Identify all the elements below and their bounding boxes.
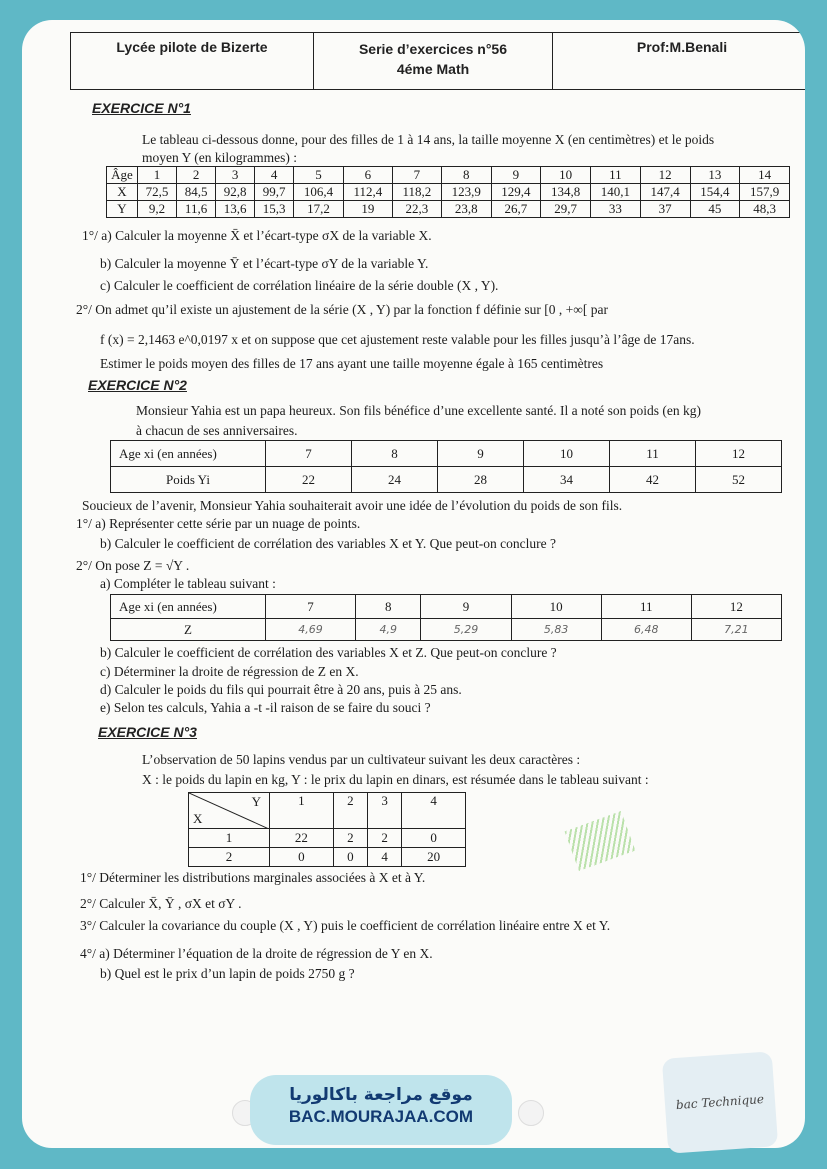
ex1-q2-function: f (x) = 2,1463 e^0,0197 x et on suppose que cet ajustement reste valable pour les filles jusqu’à l’âge de 17ans.: [100, 332, 695, 347]
corner-cell: [189, 793, 270, 829]
row-header: 1: [189, 829, 270, 848]
age-header: Age xi (en années): [111, 441, 266, 467]
age-cell: 2: [177, 167, 216, 184]
cell: 0: [270, 848, 334, 867]
y-cell: 15,3: [255, 201, 294, 218]
age-cell: 9: [438, 441, 524, 467]
ex3-intro-line2: X : le poids du lapin en kg, Y : le prix du lapin en dinars, est résumée dans le tableau suivant :: [142, 772, 649, 787]
age-cell: 8: [352, 441, 438, 467]
age-header: Âge: [107, 167, 138, 184]
age-cell: 11: [601, 595, 691, 619]
ex2-q2a: a) Compléter le tableau suivant :: [100, 576, 276, 591]
age-cell: 8: [356, 595, 421, 619]
age-cell: 7: [266, 595, 356, 619]
x-cell: 157,9: [740, 184, 790, 201]
y-cell: 13,6: [216, 201, 255, 218]
y-cell: 37: [640, 201, 690, 218]
x-label: X: [193, 811, 203, 826]
ex1-data-table: [106, 166, 790, 218]
row-header: 2: [189, 848, 270, 867]
footer-site-link[interactable]: BAC.MOURAJAA.COM: [288, 1107, 474, 1126]
x-cell: 112,4: [343, 184, 392, 201]
x-cell: 140,1: [591, 184, 641, 201]
header-school: Lycée pilote de Bizerte: [71, 33, 314, 89]
poids-cell: 22: [266, 467, 352, 493]
x-cell: 147,4: [640, 184, 690, 201]
col-header: 4: [402, 793, 466, 829]
y-cell: 33: [591, 201, 641, 218]
cell: 2: [367, 829, 401, 848]
poids-cell: 24: [352, 467, 438, 493]
y-cell: 9,2: [138, 201, 177, 218]
z-cell: 4,69: [266, 619, 356, 641]
x-cell: 99,7: [255, 184, 294, 201]
ex1-title: EXERCICE N°1: [92, 100, 191, 116]
document-page: [22, 20, 805, 1148]
x-cell: 106,4: [294, 184, 344, 201]
ex2-q2c: c) Déterminer la droite de régression de Z en X.: [100, 664, 359, 679]
series-title: Serie d’exercices n°56: [358, 41, 508, 57]
col-header: 1: [270, 793, 334, 829]
ex2-intro-line1: Monsieur Yahia est un papa heureux. Son fils bénéfice d’une excellente santé. Il a noté son poids (en kg): [136, 403, 701, 418]
cell: 2: [333, 829, 367, 848]
ex3-title: EXERCICE N°3: [98, 724, 197, 740]
x-cell: 92,8: [216, 184, 255, 201]
bac-technique-badge: [662, 1051, 778, 1153]
ex2-intro-line2: à chacun de ses anniversaires.: [136, 423, 298, 438]
age-cell: 1: [138, 167, 177, 184]
z-cell: 5,29: [421, 619, 511, 641]
y-cell: 19: [343, 201, 392, 218]
age-cell: 9: [421, 595, 511, 619]
z-cell: 4,9: [356, 619, 421, 641]
ex3-q4a: 4°/ a) Déterminer l’équation de la droite de régression de Y en X.: [80, 946, 433, 961]
ex2-q1b: b) Calculer le coefficient de corrélation des variables X et Y. Que peut-on conclure ?: [100, 536, 556, 551]
logo-right: [518, 1100, 544, 1126]
ex3-q2: 2°/ Calculer X̄, Ȳ , σX et σY .: [80, 896, 242, 911]
ex2-q2b: b) Calculer le coefficient de corrélation des variables X et Z. Que peut-on conclure ?: [100, 645, 557, 660]
header-series: [314, 33, 553, 89]
x-header: X: [107, 184, 138, 201]
cell: 22: [270, 829, 334, 848]
y-cell: 29,7: [541, 201, 591, 218]
age-cell: 10: [524, 441, 610, 467]
x-cell: 154,4: [690, 184, 740, 201]
age-cell: 7: [392, 167, 441, 184]
poids-cell: 34: [524, 467, 610, 493]
ex3-q1: 1°/ Déterminer les distributions marginales associées à X et à Y.: [80, 870, 426, 885]
col-header: 2: [333, 793, 367, 829]
age-cell: 11: [610, 441, 696, 467]
ex1-intro-line1: Le tableau ci-dessous donne, pour des filles de 1 à 14 ans, la taille moyenne X (en centimètres) et le poids: [142, 132, 715, 147]
cell: 20: [402, 848, 466, 867]
ex2-q2: 2°/ On pose Z = √Y .: [76, 558, 190, 573]
ex2-weight-table: [110, 440, 782, 493]
poids-cell: 28: [438, 467, 524, 493]
badge-text: bac Technique: [675, 1091, 765, 1113]
cell: 0: [333, 848, 367, 867]
age-cell: 13: [690, 167, 740, 184]
y-cell: 45: [690, 201, 740, 218]
ex2-q2e: e) Selon tes calculs, Yahia a -t -il raison de se faire du souci ?: [100, 700, 431, 715]
ex3-intro-line1: L’observation de 50 lapins vendus par un cultivateur suivant les deux caractères :: [142, 752, 581, 767]
z-header: Z: [111, 619, 266, 641]
age-cell: 12: [691, 595, 781, 619]
ex3-q3: 3°/ Calculer la covariance du couple (X , Y) puis le coefficient de corrélation linéaire entre X et Y.: [80, 918, 611, 933]
x-cell: 134,8: [541, 184, 591, 201]
ex2-q2d: d) Calculer le poids du fils qui pourrait être à 20 ans, puis à 25 ans.: [100, 682, 462, 697]
cell: 4: [367, 848, 401, 867]
ex1-q1a: 1°/ a) Calculer la moyenne X̄ et l’écart-type σX de la variable X.: [82, 228, 432, 243]
header-prof: Prof:M.Benali: [636, 39, 728, 55]
ex2-title: EXERCICE N°2: [88, 377, 187, 393]
z-cell: 7,21: [691, 619, 781, 641]
y-cell: 23,8: [441, 201, 491, 218]
ex1-intro-line2: moyen Y (en kilogrammes) :: [142, 150, 297, 165]
age-cell: 7: [266, 441, 352, 467]
ex1-q2-estimate: Estimer le poids moyen des filles de 17 ans ayant une taille moyenne égale à 165 centimètres: [100, 356, 604, 371]
green-scribble: [565, 811, 636, 871]
age-cell: 5: [294, 167, 344, 184]
age-cell: 12: [696, 441, 782, 467]
y-cell: 17,2: [294, 201, 344, 218]
age-header: Age xi (en années): [111, 595, 266, 619]
ex1-q1c: c) Calculer le coefficient de corrélation linéaire de la série double (X , Y).: [100, 278, 499, 293]
z-cell: 5,83: [511, 619, 601, 641]
age-cell: 8: [441, 167, 491, 184]
footer-banner[interactable]: [250, 1075, 512, 1145]
poids-header: Poids Yi: [111, 467, 266, 493]
cell: 0: [402, 829, 466, 848]
y-label: Y: [251, 794, 261, 809]
x-cell: 72,5: [138, 184, 177, 201]
header-box: [70, 32, 805, 90]
grade-label: 4éme Math: [396, 61, 470, 77]
y-header: Y: [107, 201, 138, 218]
age-cell: 14: [740, 167, 790, 184]
x-cell: 129,4: [491, 184, 541, 201]
x-cell: 84,5: [177, 184, 216, 201]
ex1-q2: 2°/ On admet qu’il existe un ajustement de la série (X , Y) par la fonction f définie sur [0 , +∞[ par: [76, 302, 608, 317]
x-cell: 123,9: [441, 184, 491, 201]
y-cell: 26,7: [491, 201, 541, 218]
age-cell: 4: [255, 167, 294, 184]
ex3-contingency-table: [188, 792, 466, 867]
age-cell: 10: [541, 167, 591, 184]
ex2-concern: Soucieux de l’avenir, Monsieur Yahia souhaiterait avoir une idée de l’évolution du poids de son fils.: [82, 498, 623, 513]
ex3-q4b: b) Quel est le prix d’un lapin de poids 2750 g ?: [100, 966, 355, 981]
y-cell: 22,3: [392, 201, 441, 218]
age-cell: 6: [343, 167, 392, 184]
ex2-z-table: [110, 594, 782, 641]
age-cell: 11: [591, 167, 641, 184]
poids-cell: 42: [610, 467, 696, 493]
age-cell: 3: [216, 167, 255, 184]
age-cell: 10: [511, 595, 601, 619]
footer-arabic: موقع مراجعة باكالوريا: [289, 1085, 473, 1105]
z-cell: 6,48: [601, 619, 691, 641]
ex2-q1a: 1°/ a) Représenter cette série par un nuage de points.: [76, 516, 361, 531]
y-cell: 11,6: [177, 201, 216, 218]
age-cell: 9: [491, 167, 541, 184]
col-header: 3: [367, 793, 401, 829]
y-cell: 48,3: [740, 201, 790, 218]
poids-cell: 52: [696, 467, 782, 493]
age-cell: 12: [640, 167, 690, 184]
ex1-q1b: b) Calculer la moyenne Ȳ et l’écart-type σY de la variable Y.: [100, 256, 429, 271]
x-cell: 118,2: [392, 184, 441, 201]
